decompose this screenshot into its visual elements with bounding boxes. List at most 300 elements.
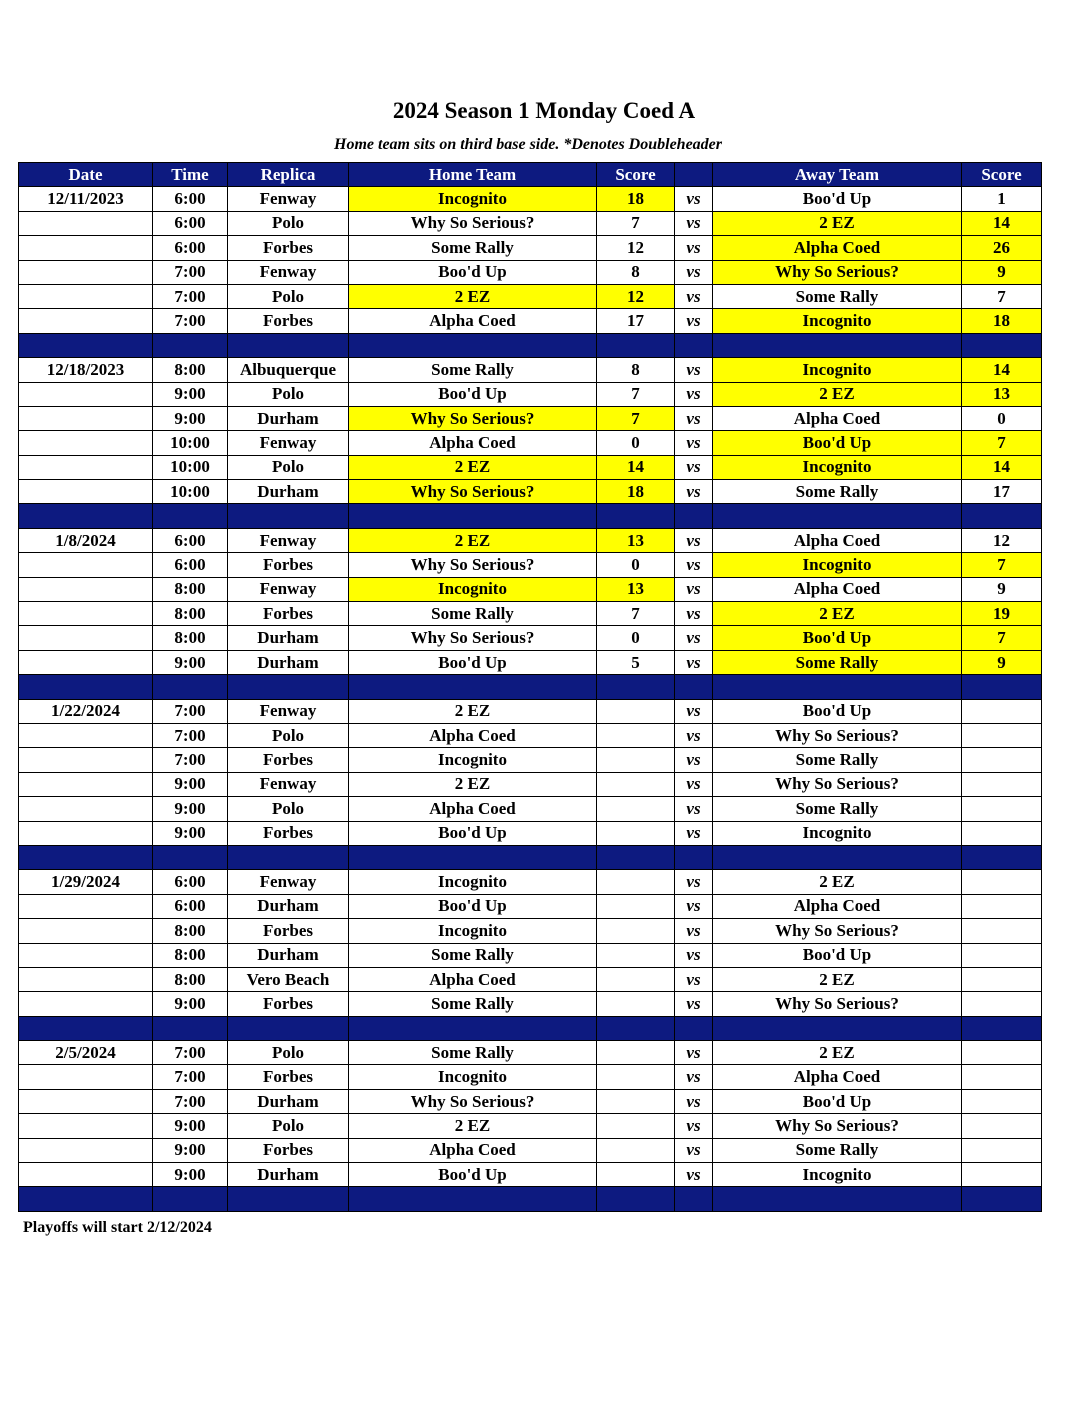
game-row: [19, 699, 1042, 723]
home-score: [597, 870, 675, 894]
home-team: Some Rally: [349, 943, 597, 967]
home-team: Alpha Coed: [349, 723, 597, 747]
away-score: 18: [962, 309, 1042, 333]
game-time: 6:00: [153, 528, 228, 552]
away-score: [962, 1138, 1042, 1162]
away-team: 2 EZ: [713, 1041, 962, 1065]
away-score: 7: [962, 431, 1042, 455]
away-team: Alpha Coed: [713, 236, 962, 260]
game-field: Polo: [228, 382, 349, 406]
week-separator: [19, 504, 1042, 528]
vs-label: vs: [675, 650, 713, 674]
game-date: [19, 577, 153, 601]
separator-cell: [153, 845, 228, 869]
away-team: Some Rally: [713, 480, 962, 504]
vs-label: vs: [675, 211, 713, 235]
separator-cell: [597, 504, 675, 528]
week-separator: [19, 333, 1042, 357]
game-time: 8:00: [153, 943, 228, 967]
game-row: [19, 1114, 1042, 1138]
game-time: 8:00: [153, 602, 228, 626]
header-date: Date: [19, 163, 153, 187]
away-score: 12: [962, 528, 1042, 552]
schedule-body: [19, 187, 1042, 1211]
vs-label: vs: [675, 1114, 713, 1138]
game-time: 9:00: [153, 772, 228, 796]
game-field: Polo: [228, 797, 349, 821]
game-field: Polo: [228, 723, 349, 747]
separator-cell: [228, 504, 349, 528]
game-row: [19, 1065, 1042, 1089]
home-team: Why So Serious?: [349, 553, 597, 577]
separator-cell: [962, 333, 1042, 357]
header-away-score: Score: [962, 163, 1042, 187]
away-score: 13: [962, 382, 1042, 406]
away-score: 9: [962, 260, 1042, 284]
game-row: [19, 650, 1042, 674]
game-date: [19, 943, 153, 967]
vs-label: vs: [675, 187, 713, 211]
game-time: 9:00: [153, 797, 228, 821]
away-team: 2 EZ: [713, 602, 962, 626]
schedule-table: [18, 162, 1042, 1212]
away-score: 1: [962, 187, 1042, 211]
away-team: Why So Serious?: [713, 1114, 962, 1138]
game-date: [19, 967, 153, 991]
game-time: 7:00: [153, 1065, 228, 1089]
separator-cell: [19, 675, 153, 699]
away-team: Alpha Coed: [713, 1065, 962, 1089]
home-score: 8: [597, 260, 675, 284]
home-score: 17: [597, 309, 675, 333]
game-row: [19, 431, 1042, 455]
page-subtitle: Home team sits on third base side. *Denotes Doubleheader: [334, 136, 722, 153]
header-time: Time: [153, 163, 228, 187]
home-score: 12: [597, 284, 675, 308]
game-date: [19, 382, 153, 406]
home-score: [597, 1065, 675, 1089]
game-date: [19, 431, 153, 455]
separator-cell: [713, 1016, 962, 1040]
separator-cell: [349, 675, 597, 699]
home-score: 18: [597, 480, 675, 504]
game-row: [19, 211, 1042, 235]
away-score: [962, 723, 1042, 747]
game-time: 7:00: [153, 1041, 228, 1065]
home-score: [597, 748, 675, 772]
game-field: Polo: [228, 1041, 349, 1065]
away-score: 14: [962, 211, 1042, 235]
home-team: Alpha Coed: [349, 1138, 597, 1162]
game-time: 9:00: [153, 1138, 228, 1162]
game-field: Vero Beach: [228, 967, 349, 991]
away-team: Incognito: [713, 1163, 962, 1187]
home-team: Boo'd Up: [349, 260, 597, 284]
separator-cell: [153, 1016, 228, 1040]
home-team: Incognito: [349, 919, 597, 943]
separator-cell: [962, 675, 1042, 699]
away-team: Boo'd Up: [713, 187, 962, 211]
game-row: [19, 284, 1042, 308]
game-field: Forbes: [228, 1138, 349, 1162]
away-team: Incognito: [713, 455, 962, 479]
separator-cell: [675, 675, 713, 699]
week-separator: [19, 845, 1042, 869]
game-date: 1/29/2024: [19, 870, 153, 894]
home-team: Some Rally: [349, 236, 597, 260]
game-date: [19, 650, 153, 674]
vs-label: vs: [675, 967, 713, 991]
separator-cell: [962, 1187, 1042, 1211]
separator-cell: [675, 845, 713, 869]
away-score: [962, 797, 1042, 821]
week-separator: [19, 1187, 1042, 1211]
away-score: 9: [962, 650, 1042, 674]
away-score: [962, 894, 1042, 918]
away-team: Alpha Coed: [713, 577, 962, 601]
game-field: Forbes: [228, 919, 349, 943]
separator-cell: [228, 333, 349, 357]
game-row: [19, 260, 1042, 284]
game-date: 12/18/2023: [19, 358, 153, 382]
vs-label: vs: [675, 358, 713, 382]
game-row: [19, 797, 1042, 821]
week-separator: [19, 1016, 1042, 1040]
separator-cell: [349, 845, 597, 869]
vs-label: vs: [675, 480, 713, 504]
game-field: Forbes: [228, 821, 349, 845]
vs-label: vs: [675, 870, 713, 894]
away-team: Why So Serious?: [713, 723, 962, 747]
game-field: Polo: [228, 1114, 349, 1138]
away-team: Incognito: [713, 821, 962, 845]
away-team: Some Rally: [713, 1138, 962, 1162]
game-field: Fenway: [228, 772, 349, 796]
game-date: [19, 1163, 153, 1187]
vs-label: vs: [675, 260, 713, 284]
separator-cell: [713, 845, 962, 869]
home-team: Why So Serious?: [349, 211, 597, 235]
home-team: Alpha Coed: [349, 797, 597, 821]
away-score: 26: [962, 236, 1042, 260]
separator-cell: [675, 1187, 713, 1211]
away-team: Boo'd Up: [713, 1089, 962, 1113]
game-row: [19, 967, 1042, 991]
home-team: Incognito: [349, 870, 597, 894]
away-score: [962, 821, 1042, 845]
separator-cell: [19, 1187, 153, 1211]
away-team: Some Rally: [713, 284, 962, 308]
separator-cell: [962, 1016, 1042, 1040]
home-team: 2 EZ: [349, 699, 597, 723]
game-time: 9:00: [153, 406, 228, 430]
away-team: Some Rally: [713, 650, 962, 674]
separator-cell: [597, 845, 675, 869]
home-team: Why So Serious?: [349, 626, 597, 650]
game-row: [19, 772, 1042, 796]
header-away-team: Away Team: [713, 163, 962, 187]
game-time: 9:00: [153, 1163, 228, 1187]
home-team: Incognito: [349, 577, 597, 601]
game-date: [19, 723, 153, 747]
separator-cell: [153, 675, 228, 699]
home-team: Some Rally: [349, 602, 597, 626]
vs-label: vs: [675, 797, 713, 821]
vs-label: vs: [675, 821, 713, 845]
game-row: [19, 553, 1042, 577]
game-field: Fenway: [228, 577, 349, 601]
away-team: Boo'd Up: [713, 431, 962, 455]
game-date: [19, 211, 153, 235]
game-time: 9:00: [153, 650, 228, 674]
away-team: Some Rally: [713, 748, 962, 772]
game-time: 9:00: [153, 821, 228, 845]
game-field: Durham: [228, 1163, 349, 1187]
game-time: 6:00: [153, 236, 228, 260]
home-team: Some Rally: [349, 358, 597, 382]
away-team: Alpha Coed: [713, 528, 962, 552]
home-team: Alpha Coed: [349, 309, 597, 333]
game-time: 6:00: [153, 187, 228, 211]
home-team: Some Rally: [349, 1041, 597, 1065]
home-score: [597, 1041, 675, 1065]
game-row: [19, 992, 1042, 1016]
home-score: 18: [597, 187, 675, 211]
game-time: 7:00: [153, 1089, 228, 1113]
vs-label: vs: [675, 1163, 713, 1187]
game-row: [19, 358, 1042, 382]
game-row: [19, 1089, 1042, 1113]
away-team: 2 EZ: [713, 870, 962, 894]
game-field: Polo: [228, 455, 349, 479]
game-date: [19, 284, 153, 308]
vs-label: vs: [675, 699, 713, 723]
game-date: [19, 236, 153, 260]
game-time: 7:00: [153, 723, 228, 747]
game-field: Fenway: [228, 528, 349, 552]
game-date: 2/5/2024: [19, 1041, 153, 1065]
vs-label: vs: [675, 528, 713, 552]
game-date: [19, 480, 153, 504]
home-team: Boo'd Up: [349, 650, 597, 674]
away-score: [962, 992, 1042, 1016]
game-row: [19, 406, 1042, 430]
home-score: [597, 943, 675, 967]
game-time: 9:00: [153, 1114, 228, 1138]
home-score: 8: [597, 358, 675, 382]
vs-label: vs: [675, 553, 713, 577]
game-field: Forbes: [228, 309, 349, 333]
home-team: 2 EZ: [349, 455, 597, 479]
game-field: Fenway: [228, 260, 349, 284]
vs-label: vs: [675, 602, 713, 626]
away-score: 9: [962, 577, 1042, 601]
separator-cell: [349, 1187, 597, 1211]
separator-cell: [597, 675, 675, 699]
game-date: [19, 602, 153, 626]
game-row: [19, 821, 1042, 845]
week-separator: [19, 675, 1042, 699]
game-time: 7:00: [153, 284, 228, 308]
game-field: Fenway: [228, 870, 349, 894]
game-row: [19, 748, 1042, 772]
separator-cell: [597, 1187, 675, 1211]
game-row: [19, 1041, 1042, 1065]
game-field: Durham: [228, 943, 349, 967]
game-date: [19, 1065, 153, 1089]
home-score: 0: [597, 431, 675, 455]
home-team: Incognito: [349, 187, 597, 211]
game-date: [19, 309, 153, 333]
away-team: Boo'd Up: [713, 699, 962, 723]
separator-cell: [19, 504, 153, 528]
away-score: [962, 870, 1042, 894]
game-time: 8:00: [153, 577, 228, 601]
home-score: 13: [597, 577, 675, 601]
separator-cell: [349, 1016, 597, 1040]
game-time: 6:00: [153, 553, 228, 577]
vs-label: vs: [675, 992, 713, 1016]
home-score: 14: [597, 455, 675, 479]
home-score: [597, 919, 675, 943]
away-team: Boo'd Up: [713, 943, 962, 967]
separator-cell: [962, 504, 1042, 528]
away-team: Why So Serious?: [713, 260, 962, 284]
game-date: 12/11/2023: [19, 187, 153, 211]
separator-cell: [713, 504, 962, 528]
game-row: [19, 577, 1042, 601]
game-date: [19, 1089, 153, 1113]
away-team: 2 EZ: [713, 967, 962, 991]
away-score: [962, 1041, 1042, 1065]
away-score: [962, 748, 1042, 772]
home-team: Alpha Coed: [349, 431, 597, 455]
away-team: Incognito: [713, 358, 962, 382]
separator-cell: [19, 845, 153, 869]
vs-label: vs: [675, 1138, 713, 1162]
game-date: [19, 797, 153, 821]
away-score: [962, 1089, 1042, 1113]
away-score: [962, 1065, 1042, 1089]
home-team: Incognito: [349, 1065, 597, 1089]
home-score: 7: [597, 382, 675, 406]
game-time: 7:00: [153, 699, 228, 723]
away-score: [962, 772, 1042, 796]
home-score: [597, 1138, 675, 1162]
separator-cell: [675, 1016, 713, 1040]
separator-cell: [349, 504, 597, 528]
game-row: [19, 528, 1042, 552]
game-date: [19, 919, 153, 943]
separator-cell: [713, 675, 962, 699]
home-team: Some Rally: [349, 992, 597, 1016]
vs-label: vs: [675, 382, 713, 406]
separator-cell: [153, 333, 228, 357]
header-row: [19, 163, 1042, 187]
home-score: 7: [597, 211, 675, 235]
vs-label: vs: [675, 943, 713, 967]
home-team: Incognito: [349, 748, 597, 772]
game-date: [19, 1114, 153, 1138]
home-team: Boo'd Up: [349, 1163, 597, 1187]
game-time: 8:00: [153, 919, 228, 943]
away-score: [962, 943, 1042, 967]
game-date: [19, 455, 153, 479]
game-date: [19, 1138, 153, 1162]
playoffs-note: Playoffs will start 2/12/2024: [23, 1219, 212, 1236]
game-field: Durham: [228, 626, 349, 650]
away-score: 14: [962, 358, 1042, 382]
header-home-team: Home Team: [349, 163, 597, 187]
separator-cell: [713, 1187, 962, 1211]
game-field: Durham: [228, 894, 349, 918]
separator-cell: [153, 1187, 228, 1211]
game-field: Fenway: [228, 699, 349, 723]
separator-cell: [597, 333, 675, 357]
vs-label: vs: [675, 772, 713, 796]
header-replica: Replica: [228, 163, 349, 187]
game-time: 8:00: [153, 967, 228, 991]
game-field: Forbes: [228, 553, 349, 577]
away-score: 19: [962, 602, 1042, 626]
game-row: [19, 1163, 1042, 1187]
separator-cell: [153, 504, 228, 528]
game-field: Polo: [228, 284, 349, 308]
home-score: [597, 699, 675, 723]
away-team: Alpha Coed: [713, 894, 962, 918]
away-score: [962, 919, 1042, 943]
home-score: 0: [597, 553, 675, 577]
game-time: 8:00: [153, 626, 228, 650]
game-row: [19, 480, 1042, 504]
away-score: 17: [962, 480, 1042, 504]
game-time: 7:00: [153, 260, 228, 284]
home-score: 5: [597, 650, 675, 674]
home-score: [597, 821, 675, 845]
home-team: 2 EZ: [349, 772, 597, 796]
game-row: [19, 382, 1042, 406]
away-score: 14: [962, 455, 1042, 479]
game-time: 9:00: [153, 382, 228, 406]
home-score: [597, 1163, 675, 1187]
home-team: Boo'd Up: [349, 382, 597, 406]
game-field: Forbes: [228, 236, 349, 260]
game-date: [19, 992, 153, 1016]
away-score: [962, 699, 1042, 723]
vs-label: vs: [675, 577, 713, 601]
vs-label: vs: [675, 723, 713, 747]
home-score: 7: [597, 602, 675, 626]
vs-label: vs: [675, 236, 713, 260]
separator-cell: [228, 1016, 349, 1040]
game-field: Durham: [228, 1089, 349, 1113]
separator-cell: [675, 504, 713, 528]
game-field: Durham: [228, 480, 349, 504]
game-row: [19, 626, 1042, 650]
game-date: [19, 553, 153, 577]
away-score: 7: [962, 553, 1042, 577]
header-vs: [675, 163, 713, 187]
away-score: 7: [962, 284, 1042, 308]
separator-cell: [713, 333, 962, 357]
vs-label: vs: [675, 894, 713, 918]
home-team: Alpha Coed: [349, 967, 597, 991]
vs-label: vs: [675, 919, 713, 943]
home-score: [597, 797, 675, 821]
game-field: Durham: [228, 650, 349, 674]
away-score: [962, 1114, 1042, 1138]
separator-cell: [19, 1016, 153, 1040]
